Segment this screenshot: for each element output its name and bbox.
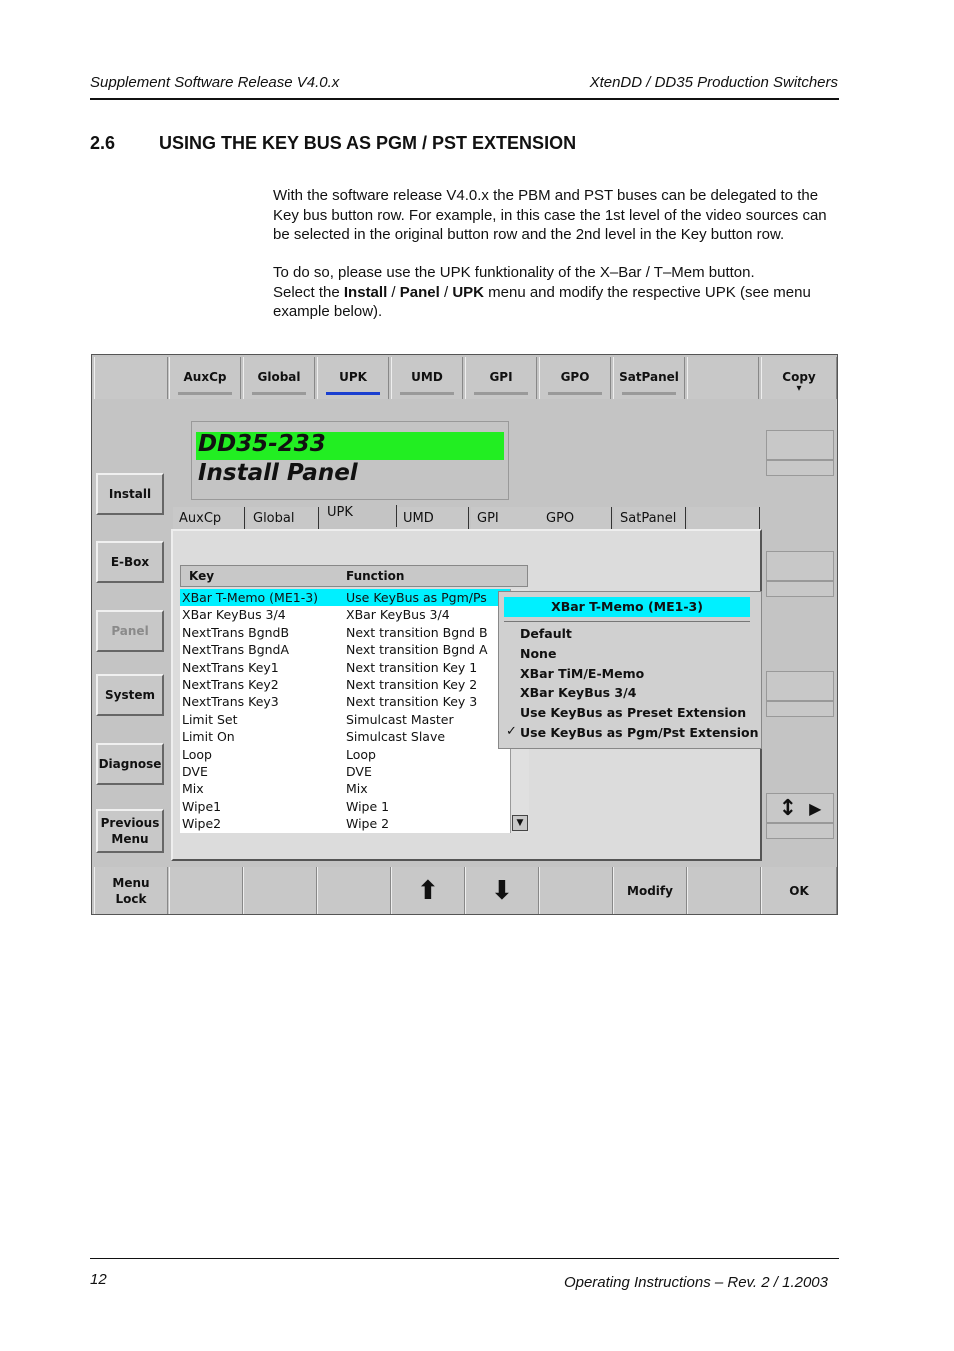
- check-icon: ✓: [506, 724, 517, 739]
- header-rule: [90, 98, 839, 100]
- button-indicator: [178, 392, 232, 395]
- tab-global[interactable]: Global: [247, 507, 319, 529]
- right-column: [764, 401, 837, 869]
- tab-empty[interactable]: [688, 507, 760, 529]
- up-arrow-icon[interactable]: ⬆: [391, 867, 465, 915]
- top-button-global[interactable]: [243, 357, 315, 399]
- list-item[interactable]: DVE DVE: [182, 764, 372, 779]
- top-button-label: Global: [257, 370, 301, 384]
- function-column-header: Function: [346, 569, 405, 583]
- right-slot[interactable]: [766, 551, 834, 581]
- list-item[interactable]: XBar KeyBus 3/4 XBar KeyBus 3/4: [182, 607, 450, 623]
- menu-upk: UPK: [452, 283, 484, 301]
- bottom-button-bar: [92, 867, 837, 915]
- bottom-button-empty[interactable]: [169, 867, 243, 915]
- tab-gpi[interactable]: GPI: [471, 507, 543, 529]
- list-item[interactable]: Limit Set Simulcast Master: [182, 711, 454, 727]
- right-arrow-icon: ▶: [809, 798, 822, 818]
- footer-text: Operating Instructions – Rev. 2 / 1.2003: [563, 1274, 828, 1291]
- list-item[interactable]: Limit On Simulcast Slave: [182, 729, 446, 745]
- top-button-label: Copy: [782, 370, 816, 384]
- scroll-control[interactable]: [766, 793, 834, 823]
- diagnose-button[interactable]: Diagnose: [96, 743, 164, 785]
- top-button-copy[interactable]: [761, 357, 837, 399]
- menu-lock-button[interactable]: Menu Lock: [94, 867, 168, 915]
- top-button-upk[interactable]: [317, 357, 389, 399]
- right-slot[interactable]: [766, 823, 834, 839]
- popup-item-preset-extension[interactable]: Use KeyBus as Preset Extension: [520, 705, 747, 720]
- top-button-label: UMD: [411, 370, 443, 384]
- up-down-arrow-icon: ↕: [778, 795, 798, 821]
- tab-auxcp[interactable]: AuxCp: [173, 507, 245, 529]
- previous-menu-button[interactable]: Previous Menu: [96, 809, 164, 853]
- tab-satpanel[interactable]: SatPanel: [614, 507, 686, 529]
- right-slot[interactable]: [766, 430, 834, 460]
- button-indicator: [548, 392, 602, 395]
- page-number: 12: [90, 1271, 107, 1288]
- slash: /: [439, 283, 453, 301]
- panel-title-box: [191, 421, 509, 500]
- tab-strip: [173, 505, 759, 529]
- button-indicator: [622, 392, 676, 395]
- list-item[interactable]: NextTrans BgndA Next transition Bgnd A: [182, 642, 488, 658]
- right-slot[interactable]: [766, 581, 834, 597]
- list-item[interactable]: NextTrans Key1 Next transition Key 1: [182, 659, 478, 675]
- slash: /: [387, 283, 400, 301]
- paragraph-2-rest: menu and modify the respective UPK (see menu example below).: [273, 283, 811, 320]
- device-name: DD35-233: [198, 431, 326, 457]
- top-button-label: GPI: [489, 370, 513, 384]
- list-header: [180, 565, 528, 587]
- top-button-auxcp[interactable]: [169, 357, 241, 399]
- button-indicator: [474, 392, 528, 395]
- list-item[interactable]: NextTrans Key3 Next transition Key 3: [182, 694, 478, 710]
- tab-upk[interactable]: UPK: [321, 505, 397, 527]
- panel-title: Install Panel: [198, 460, 358, 486]
- popup-item-pgm-pst-extension[interactable]: Use KeyBus as Pgm/Pst Extension: [520, 725, 759, 740]
- key-column-header: Key: [189, 569, 215, 583]
- top-button-label: SatPanel: [619, 370, 679, 384]
- right-slot[interactable]: [766, 671, 834, 701]
- bottom-button-empty[interactable]: [243, 867, 317, 915]
- button-indicator: [400, 392, 454, 395]
- list-item[interactable]: Mix Mix: [182, 781, 368, 797]
- header-left: Supplement Software Release V4.0.x: [90, 74, 340, 91]
- section-number: 2.6: [90, 133, 116, 153]
- ok-button[interactable]: OK: [761, 867, 837, 915]
- top-button-empty[interactable]: [687, 357, 759, 399]
- top-button-bar: [92, 355, 837, 401]
- list-item[interactable]: NextTrans BgndB Next transition Bgnd B: [182, 624, 488, 640]
- list-item[interactable]: NextTrans Key2 Next transition Key 2: [182, 677, 478, 692]
- right-slot[interactable]: [766, 460, 834, 476]
- section-title: USING THE KEY BUS AS PGM / PST EXTENSION: [159, 133, 577, 153]
- list-item[interactable]: Wipe1 Wipe 1: [182, 798, 390, 814]
- menu-install: Install: [343, 283, 388, 301]
- left-button-column: [92, 401, 168, 869]
- top-button-label: UPK: [339, 370, 367, 384]
- install-panel-screenshot: [91, 354, 838, 915]
- system-button[interactable]: System: [96, 674, 164, 716]
- tab-gpo[interactable]: GPO: [540, 507, 612, 529]
- popup-item-xbar-time-memo[interactable]: XBar TiM/E-Memo: [520, 666, 645, 681]
- function-popup-menu: [498, 591, 762, 749]
- popup-title: XBar T-Memo (ME1-3): [504, 597, 750, 617]
- tab-umd[interactable]: UMD: [397, 507, 469, 529]
- panel-button[interactable]: Panel: [96, 610, 164, 652]
- list-item[interactable]: Wipe2 Wipe 2: [182, 816, 390, 832]
- bottom-button-empty[interactable]: [539, 867, 613, 915]
- top-button-gpi[interactable]: [465, 357, 537, 399]
- menu-panel: Panel: [399, 283, 440, 301]
- top-button-label: GPO: [560, 370, 590, 384]
- popup-item-xbar-keybus[interactable]: XBar KeyBus 3/4: [520, 685, 637, 700]
- popup-item-none[interactable]: None: [520, 646, 557, 661]
- scroll-down-icon[interactable]: ▼: [512, 815, 528, 831]
- list-item[interactable]: Loop Loop: [182, 746, 376, 762]
- bottom-button-empty[interactable]: [687, 867, 761, 915]
- install-button[interactable]: Install: [96, 473, 164, 515]
- top-button-label: AuxCp: [183, 370, 227, 384]
- paragraph-1: With the software release V4.0.x the PBM and PST buses can be delegated to the Key bus button row. For example, in this case the 1st level of the video sources can be selected in the original button row and the 2nd level in the Key button row.: [273, 187, 827, 243]
- modify-button[interactable]: Modify: [613, 867, 687, 915]
- paragraph-2-select: Select the: [273, 283, 344, 301]
- top-button-gpo[interactable]: [539, 357, 611, 399]
- top-button-satpanel[interactable]: [613, 357, 685, 399]
- header-right: XtenDD / DD35 Production Switchers: [589, 74, 838, 91]
- dropdown-arrow-icon: ▾: [796, 383, 802, 394]
- paragraph-2: [273, 263, 843, 322]
- list-item-selected[interactable]: XBar T-Memo (ME1-3) Use KeyBus as Pgm/Ps: [180, 589, 510, 606]
- button-indicator-active: [326, 392, 380, 395]
- top-button-blank[interactable]: [94, 357, 168, 399]
- upk-list: [180, 589, 510, 833]
- footer-rule: [90, 1258, 839, 1259]
- down-arrow-icon[interactable]: ⬇: [465, 867, 539, 915]
- button-indicator: [252, 392, 306, 395]
- popup-item-default[interactable]: Default: [520, 626, 572, 641]
- top-button-umd[interactable]: [391, 357, 463, 399]
- e-box-button[interactable]: E-Box: [96, 541, 164, 583]
- bottom-button-empty[interactable]: [317, 867, 391, 915]
- right-slot[interactable]: [766, 701, 834, 717]
- popup-divider: [504, 621, 750, 622]
- paragraph-2-line1: To do so, please use the UPK funktionality of the X–Bar / T–Mem button.: [273, 264, 755, 281]
